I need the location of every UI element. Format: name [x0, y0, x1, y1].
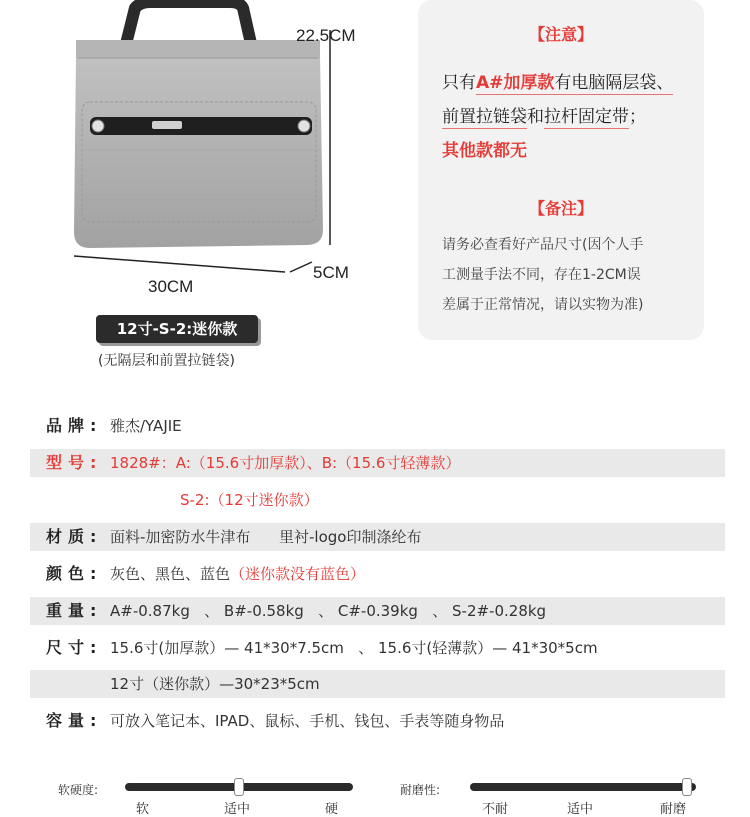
spec-value [110, 560, 365, 588]
spec-value: 面料-加密防水牛津布 里衬-logo印制涤纶布 [110, 528, 422, 546]
notice-title: 【注意】 [528, 25, 593, 44]
softness-knob [234, 778, 244, 796]
spec-value: 可放入笔记本、IPAD、鼠标、手机、钱包、手表等随身物品 [110, 712, 505, 730]
spec-value: 15.6寸(加厚款）— 41*30*7.5cm 、 15.6寸(轻薄款）— 41*30*5cm [110, 639, 598, 657]
remark-line: 工测量手法不同，存在1-2CM误 [442, 267, 641, 283]
notice-line2-c: 拉杆固定带 [544, 107, 629, 127]
spec-row-color [30, 560, 725, 588]
softness-tick: 硬 [325, 802, 339, 817]
spec-value: 1828#：A:（15.6寸加厚款）、B:（15.6寸轻薄款） [110, 454, 461, 472]
remark-line: 差属于正常情况，请以实物为准) [442, 297, 644, 313]
remark-title: 【备注】 [528, 199, 593, 218]
spec-label: 尺寸: [46, 638, 103, 657]
spec-label: 容量: [46, 711, 103, 730]
notice-line1-highlight: A#加厚款 [476, 73, 555, 93]
spec-label: 重量: [46, 601, 103, 620]
notice-line-3: 其他款都无 [442, 141, 527, 161]
spec-value: 12寸（迷你款）—30*23*5cm [110, 675, 320, 693]
spec-row-size [30, 634, 725, 662]
durability-tick: 不耐 [482, 802, 509, 817]
spec-row-brand [30, 412, 725, 440]
spec-value: A#-0.87kg 、 B#-0.58kg 、 C#-0.39kg 、 S-2#-0.28kg [110, 602, 547, 620]
spec-row-material [30, 523, 725, 551]
spec-row-size-cont [30, 670, 725, 698]
remark-line: 请务必查看好产品尺寸(因个人手 [442, 237, 644, 253]
notice-line-2 [442, 102, 646, 127]
softness-tick: 适中 [224, 802, 251, 817]
spec-value: 雅杰/YAJIE [110, 417, 182, 435]
softness-label: 软硬度: [58, 783, 99, 797]
notice-line2-a: 前置拉链袋 [442, 107, 527, 127]
spec-label: 材质: [46, 527, 103, 546]
spec-row-model [30, 449, 725, 477]
durability-knob [682, 778, 692, 796]
model-badge: 12寸-S-2:迷你款 [96, 315, 258, 343]
notice-card [418, 0, 704, 340]
spec-row-model-cont [30, 486, 725, 514]
spec-label: 型号: [46, 453, 103, 472]
durability-tick: 耐磨 [660, 802, 687, 817]
durability-tick: 适中 [567, 802, 594, 817]
spec-label: 品牌: [46, 416, 103, 435]
color-options: 灰色、黑色、蓝色 [110, 565, 231, 583]
depth-dimension: 5CM [313, 263, 349, 282]
spec-row-capacity [30, 707, 725, 735]
notice-line-1 [442, 68, 673, 93]
notice-line2-d: ； [629, 107, 646, 127]
width-dimension: 30CM [148, 277, 194, 296]
notice-line2-b: 和 [527, 107, 544, 127]
remark-text [442, 230, 643, 320]
spec-row-weight [30, 597, 725, 625]
durability-track [470, 783, 696, 791]
notice-line1-pre: 只有 [442, 73, 476, 93]
model-note: (无隔层和前置拉链袋) [98, 353, 235, 369]
durability-label: 耐磨性: [400, 783, 441, 797]
spec-value: S-2:（12寸迷你款） [180, 491, 319, 509]
notice-line1-post: 有电脑隔层袋、 [554, 73, 674, 93]
color-note: （迷你款没有蓝色） [230, 565, 366, 583]
softness-tick: 软 [136, 802, 150, 817]
spec-label: 颜色: [46, 564, 103, 583]
height-dimension: 22.5CM [296, 26, 356, 45]
